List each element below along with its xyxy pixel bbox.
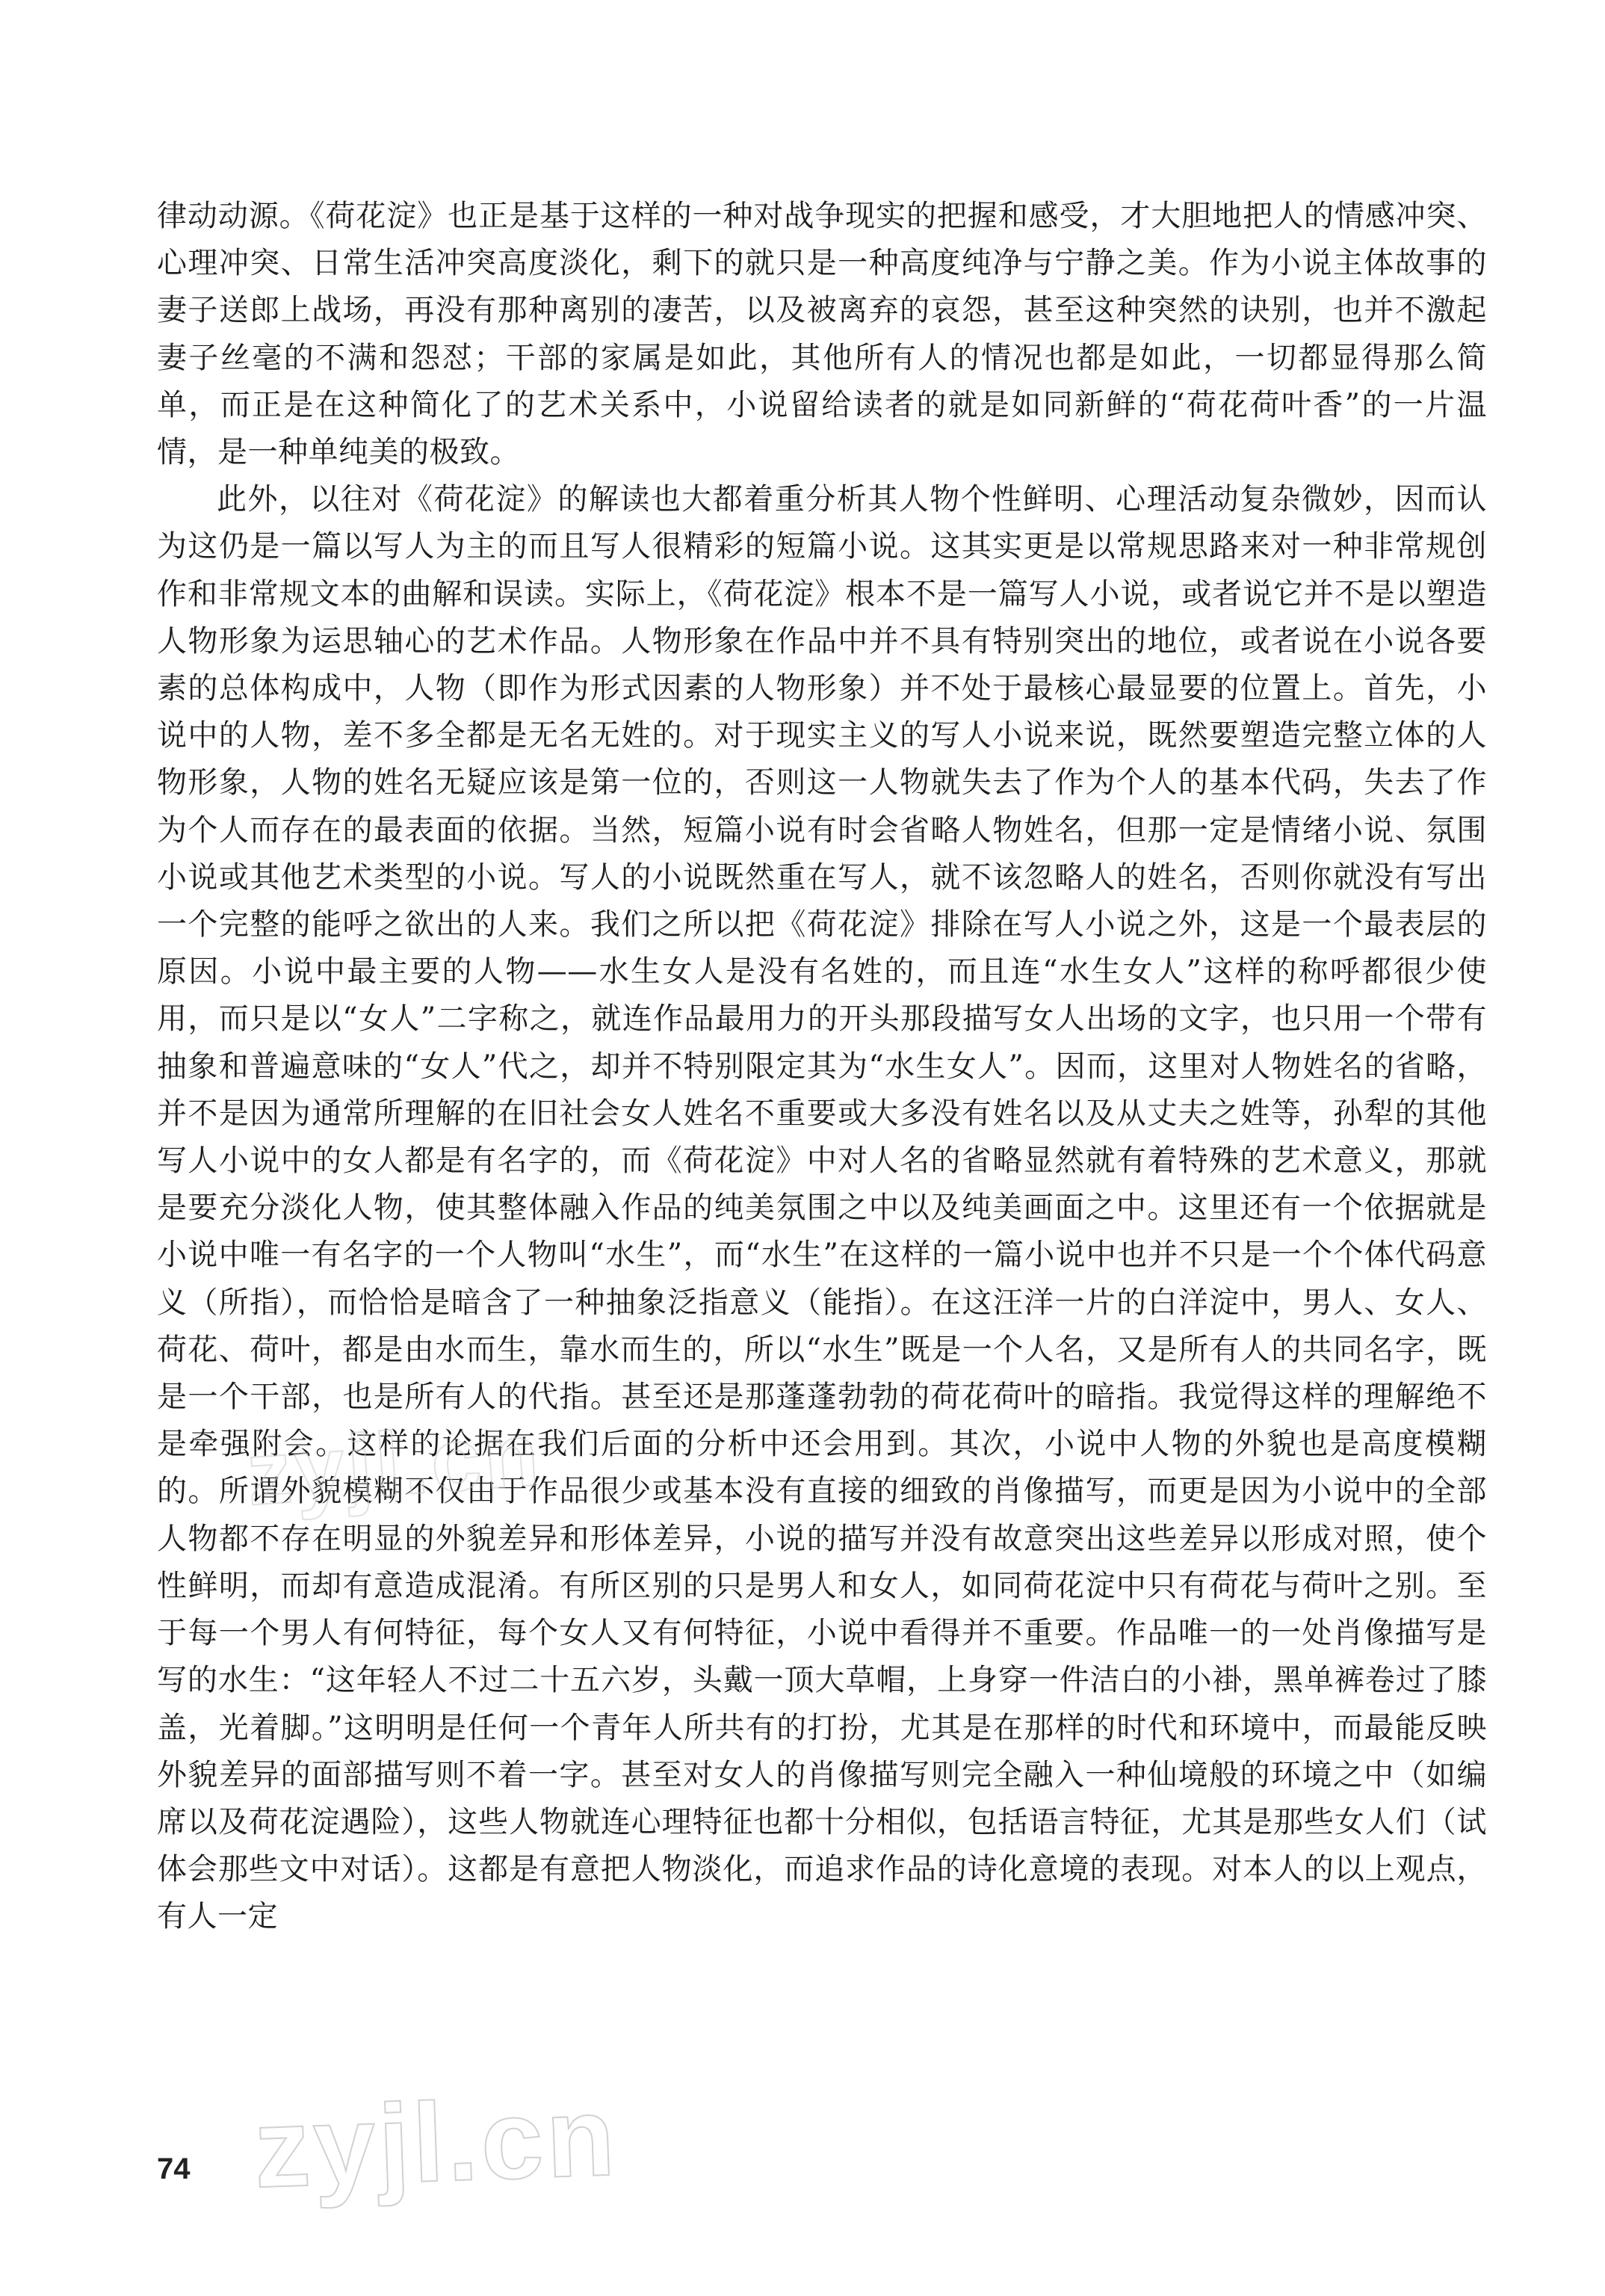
body-text	[157, 193, 1487, 1941]
page-number: 74	[157, 2152, 191, 2185]
watermark-bottom: zyjl.cn	[252, 2073, 620, 2212]
paragraph-2: 此外，以往对《荷花淀》的解读也大都着重分析其人物个性鲜明、心理活动复杂微妙，因而认为这仍是一篇以写人为主的而且写人很精彩的短篇小说。这其实更是以常规思路来对一种非常规创作和非常规文本的曲解和误读。实际上，《荷花淀》根本不是一篇写人小说，或者说它并不是以塑造人物形象为运思轴心的艺术作品。人物形象在作品中并不具有特别突出的地位，或者说在小说各要素的总体构成中，人物（即作为形式因素的人物形象）并不处于最核心最显要的位置上。首先，小说中的人物，差不多全都是无名无姓的。对于现实主义的写人小说来说，既然要塑造完整立体的人物形象，人物的姓名无疑应该是第一位的，否则这一人物就失去了作为个人的基本代码，失去了作为个人而存在的最表面的依据。当然，短篇小说有时会省略人物姓名，但那一定是情绪小说、氛围小说或其他艺术类型的小说。写人的小说既然重在写人，就不该忽略人的姓名，否则你就没有写出一个完整的能呼之欲出的人来。我们之所以把《荷花淀》排除在写人小说之外，这是一个最表层的原因。小说中最主要的人物——水生女人是没有名姓的，而且连“水生女人”这样的称呼都很少使用，而只是以“女人”二字称之，就连作品最用力的开头那段描写女人出场的文字，也只用一个带有抽象和普遍意味的“女人”代之，却并不特别限定其为“水生女人”。因而，这里对人物姓名的省略，并不是因为通常所理解的在旧社会女人姓名不重要或大多没有姓名以及从丈夫之姓等，孙犁的其他写人小说中的女人都是有名字的，而《荷花淀》中对人名的省略显然就有着特殊的艺术意义，那就是要充分淡化人物，使其整体融入作品的纯美氛围之中以及纯美画面之中。这里还有一个依据就是小说中唯一有名字的一个人物叫“水生”，而“水生”在这样的一篇小说中也并不只是一个个体代码意义（所指），而恰恰是暗含了一种抽象泛指意义（能指）。在这汪洋一片的白洋淀中，男人、女人、荷花、荷叶，都是由水而生，靠水而生的，所以“水生”既是一个人名，又是所有人的共同名字，既是一个干部，也是所有人的代指。甚至还是那蓬蓬勃勃的荷花荷叶的暗指。我觉得这样的理解绝不是牵强附会。这样的论据在我们后面的分析中还会用到。其次，小说中人物的外貌也是高度模糊的。所谓外貌模糊不仅由于作品很少或基本没有直接的细致的肖像描写，而更是因为小说中的全部人物都不存在明显的外貌差异和形体差异，小说的描写并没有故意突出这些差异以形成对照，使个性鲜明，而却有意造成混淆。有所区别的只是男人和女人，如同荷花淀中只有荷花与荷叶之别。至于每一个男人有何特征，每个女人又有何特征，小说中看得并不重要。作品唯一的一处肖像描写是写的水生：“这年轻人不过二十五六岁，头戴一顶大草帽，上身穿一件洁白的小褂，黑单裤卷过了膝盖，光着脚。”这明明是任何一个青年人所共有的打扮，尤其是在那样的时代和环境中，而最能反映外貌差异的面部描写则不着一字。甚至对女人的肖像描写则完全融入一种仙境般的环境之中（如编席以及荷花淀遇险），这些人物就连心理特征也都十分相似，包括语言特征，尤其是那些女人们（试体会那些文中对话）。这都是有意把人物淡化，而追求作品的诗化意境的表现。对本人的以上观点，有人一定	[157, 482, 1487, 1934]
watermark-mid: zyjl.cn	[243, 1404, 545, 1525]
paragraph-1: 律动动源。《荷花淀》也正是基于这样的一种对战争现实的把握和感受，才大胆地把人的情感冲突、心理冲突、日常生活冲突高度淡化，剩下的就只是一种高度纯净与宁静之美。作为小说主体故事的妻子送郎上战场，再没有那种离别的凄苦，以及被离弃的哀怨，甚至这种突然的诀别，也并不激起妻子丝毫的不满和怨怼；干部的家属是如此，其他所有人的情况也都是如此，一切都显得那么简单，而正是在这种简化了的艺术关系中，小说留给读者的就是如同新鲜的“荷花荷叶香”的一片温情，是一种单纯美的极致。	[157, 199, 1487, 470]
